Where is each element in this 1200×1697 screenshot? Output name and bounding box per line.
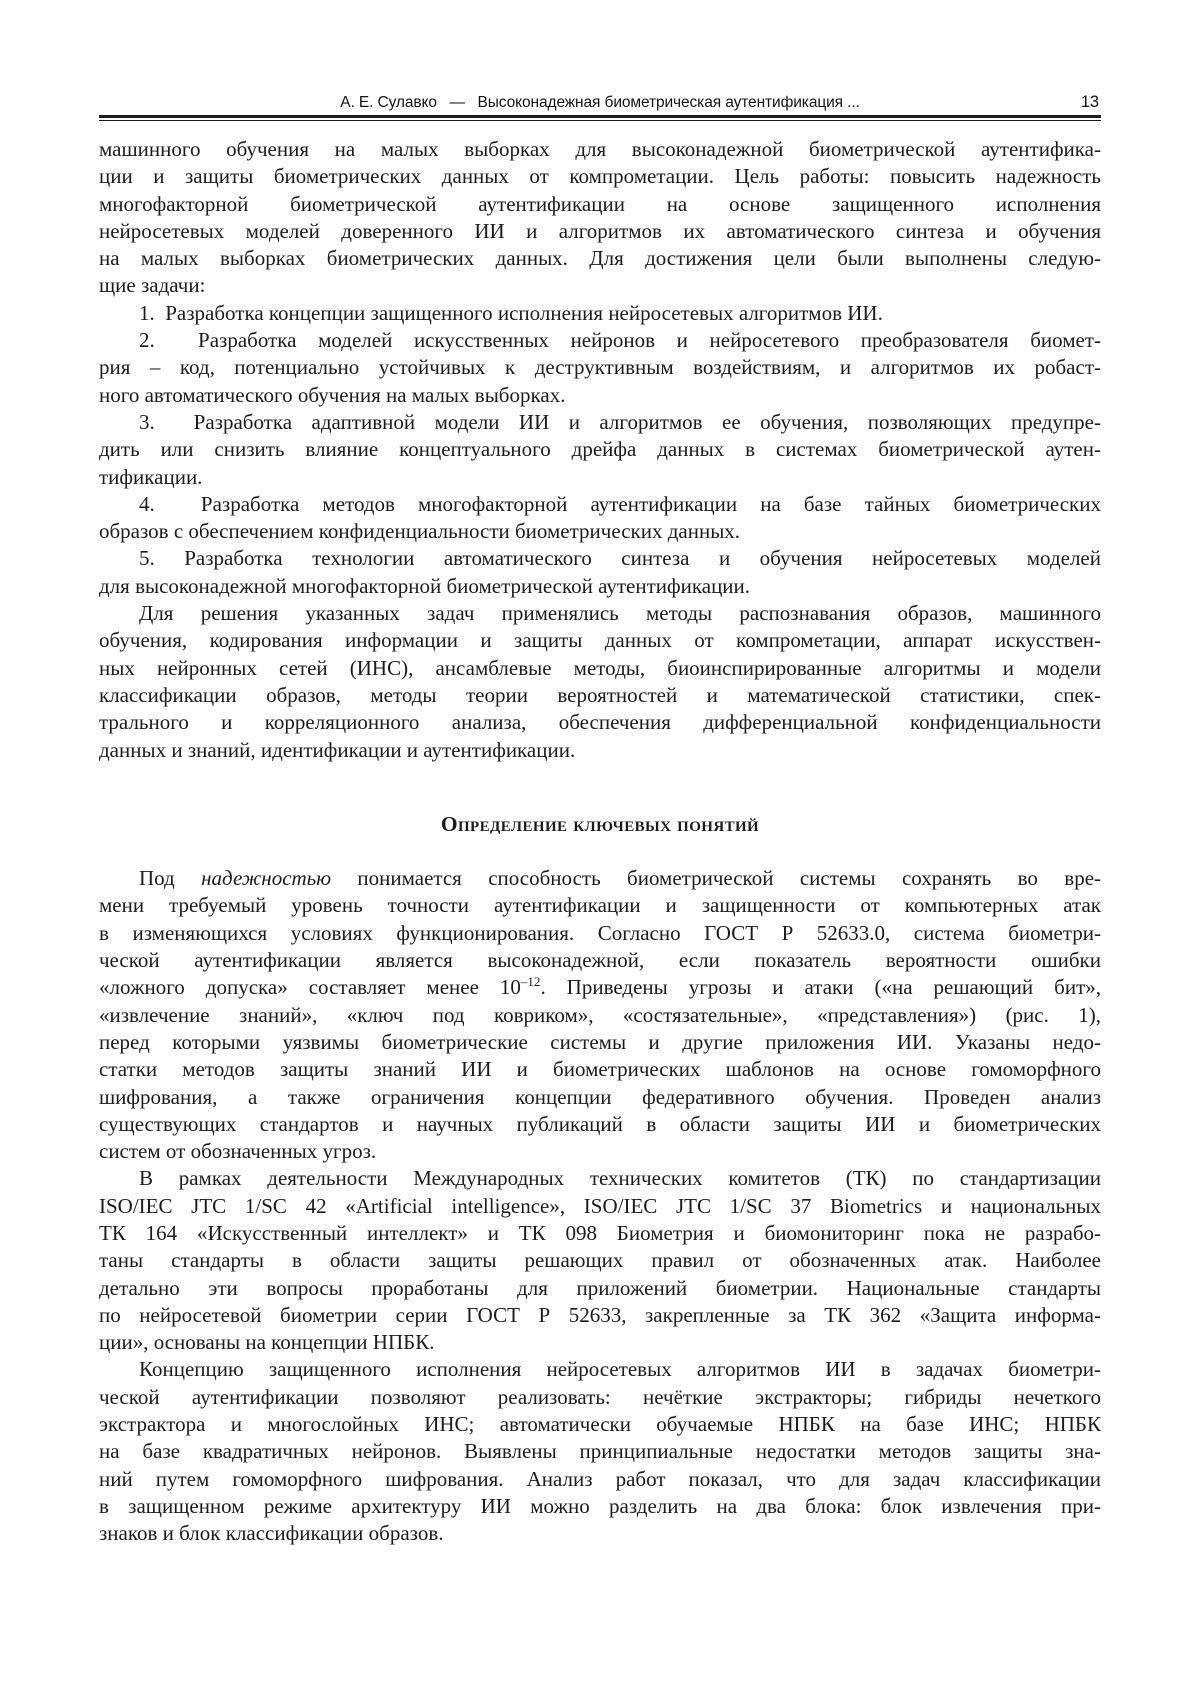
text-line: 5. Разработка технологии автоматического синтеза и обучения нейросетевых моделей xyxy=(139,546,1101,571)
text-line: существующих стандартов и научных публикаций в области защиты ИИ и биометрических xyxy=(99,1111,1101,1136)
text-line: ТК 164 «Искусственный интеллект» и ТК 098 Биометрия и биомониторинг пока не разрабо- xyxy=(99,1220,1101,1245)
text-line: мени требуемый уровень точности аутентификации и защищенности от компьютерных атак xyxy=(99,893,1101,918)
text-line: ции и защиты биометрических данных от компрометации. Цель работы: повысить надежность xyxy=(99,164,1101,189)
list-item-1 xyxy=(99,300,1101,327)
text-line: классификации образов, методы теории вероятностей и математической статистики, спек- xyxy=(99,682,1101,707)
list-item-3 xyxy=(99,409,1101,491)
text-line: детально эти вопросы проработаны для приложений биометрии. Национальные стандарты xyxy=(99,1275,1101,1300)
paragraph-continuation xyxy=(99,136,1101,300)
text-line: 3. Разработка адаптивной модели ИИ и алгоритмов ее обучения, позволяющих предупре- xyxy=(139,409,1101,434)
text-line: Под надежностью понимается способность биометрической системы сохранять во вре- xyxy=(139,866,1102,891)
text-line: статки методов защиты знаний ИИ и биометрических шаблонов на основе гомоморфного xyxy=(99,1057,1101,1082)
page-header xyxy=(99,92,1101,113)
text-line: машинного обучения на малых выборках для высоконадежной биометрической аутентифика- xyxy=(99,137,1101,161)
text-line: нейросетевых моделей доверенного ИИ и алгоритмов их автоматического синтеза и обучения xyxy=(99,218,1101,243)
text-line: 1. Разработка концепции защищенного исполнения нейросетевых алгоритмов ИИ. xyxy=(139,300,883,325)
text-line: на малых выборках биометрических данных. Для достижения цели были выполнены следую- xyxy=(99,246,1101,271)
paragraph-reliability xyxy=(99,865,1101,1165)
text-line: 4. Разработка методов многофакторной аутентификации на базе тайных биометрических xyxy=(139,491,1101,516)
text-line: ческой аутентификации является высоконадежной, если показатель вероятности ошибки xyxy=(99,948,1101,973)
text-line: В рамках деятельности Международных технических комитетов (ТК) по стандартизации xyxy=(139,1166,1101,1191)
text-line: 2. Разработка моделей искусственных нейронов и нейросетевого преобразователя биомет- xyxy=(139,328,1101,353)
list-item-5 xyxy=(99,545,1101,600)
text-line: ного автоматического обучения на малых выборках. xyxy=(99,382,566,407)
running-title: А. Е. Сулавко — Высоконадежная биометрическая аутентификация ... xyxy=(340,94,860,111)
paragraph-concept xyxy=(99,1356,1101,1547)
text-line: тификации. xyxy=(99,464,203,489)
text-line: Для решения указанных задач применялись методы распознавания образов, машинного xyxy=(139,601,1101,626)
header-rule-thin xyxy=(99,120,1101,121)
list-item-4 xyxy=(99,491,1101,546)
text-line: знаков и блок классификации образов. xyxy=(99,1521,444,1546)
text-line: перед которыми уязвимы биометрические системы и другие приложения ИИ. Указаны недо- xyxy=(99,1029,1101,1054)
list-item-2 xyxy=(99,327,1101,409)
text-line: обучения, кодирования информации и защиты данных от компрометации, аппарат искусствен- xyxy=(99,628,1101,653)
text-column xyxy=(99,0,1101,1548)
text-line: образов с обеспечением конфиденциальности биометрических данных. xyxy=(99,519,741,544)
text-line: дить или снизить влияние концептуального дрейфа данных в системах биометрической аутен- xyxy=(99,437,1101,462)
text-line: в изменяющихся условиях функционирования. Согласно ГОСТ Р 52633.0, система биометри- xyxy=(99,920,1101,945)
text-line: для высоконадежной многофакторной биометрической аутентификации. xyxy=(99,573,751,598)
text-line: многофакторной биометрической аутентификации на основе защищенного исполнения xyxy=(99,191,1101,216)
text-line: рия – код, потенциально устойчивых к деструктивным воздействиям, и алгоритмов их робаст- xyxy=(99,355,1101,380)
paragraph-methods xyxy=(99,600,1101,764)
text-line: таны стандарты в области защиты решающих правил от обозначенных атак. Наиболее xyxy=(99,1248,1101,1273)
paragraph-committees xyxy=(99,1165,1101,1356)
header-rule-thick xyxy=(99,115,1101,118)
text-line: экстрактора и многослойных ИНС; автоматически обучаемые НПБК на базе ИНС; НПБК xyxy=(99,1412,1101,1437)
text-line: ческой аутентификации позволяют реализовать: нечёткие экстракторы; гибриды нечеткого xyxy=(99,1384,1101,1409)
page-number: 13 xyxy=(1080,93,1099,111)
text-line: щие задачи: xyxy=(99,273,206,298)
text-line: по нейросетевой биометрии серии ГОСТ Р 52633, закрепленные за ТК 362 «Защита информа- xyxy=(99,1302,1101,1327)
text-line: ции», основаны на концепции НПБК. xyxy=(99,1330,435,1355)
text-line: ISO/IEC JTC 1/SC 42 «Artificial intelligence», ISO/IEC JTC 1/SC 37 Biometrics и национальных xyxy=(99,1193,1101,1218)
text-line: ний путем гомоморфного шифрования. Анализ работ показал, что для задач классификации xyxy=(99,1466,1101,1491)
text-line: шифрования, а также ограничения концепции федеративного обучения. Проведен анализ xyxy=(99,1084,1101,1109)
text-line: в защищенном режиме архитектуру ИИ можно разделить на два блока: блок извлечения при- xyxy=(99,1493,1101,1518)
article-body xyxy=(99,136,1101,1548)
section-heading: Определение ключевых понятий xyxy=(440,811,760,836)
text-line: систем от обозначенных угроз. xyxy=(99,1139,377,1164)
text-line: трального и корреляционного анализа, обеспечения дифференциальной конфиденциальности xyxy=(99,710,1101,735)
text-line: на базе квадратичных нейронов. Выявлены принципиальные недостатки методов защиты зна- xyxy=(99,1439,1101,1464)
text-line: Концепцию защищенного исполнения нейросетевых алгоритмов ИИ в задачах биометри- xyxy=(139,1357,1101,1382)
text-line: «ложного допуска» составляет менее $10^{-12}$. Приведены угрозы и атаки («на решающий бит», xyxy=(99,974,1101,1000)
text-line: «извлечение знаний», «ключ под ковриком», «состязательные», «представления») (рис. 1), xyxy=(99,1002,1101,1027)
text-line: данных и знаний, идентификации и аутентификации. xyxy=(99,737,576,762)
text-line: ных нейронных сетей (ИНС), ансамблевые методы, биоинспирированные алгоритмы и модели xyxy=(99,655,1101,680)
